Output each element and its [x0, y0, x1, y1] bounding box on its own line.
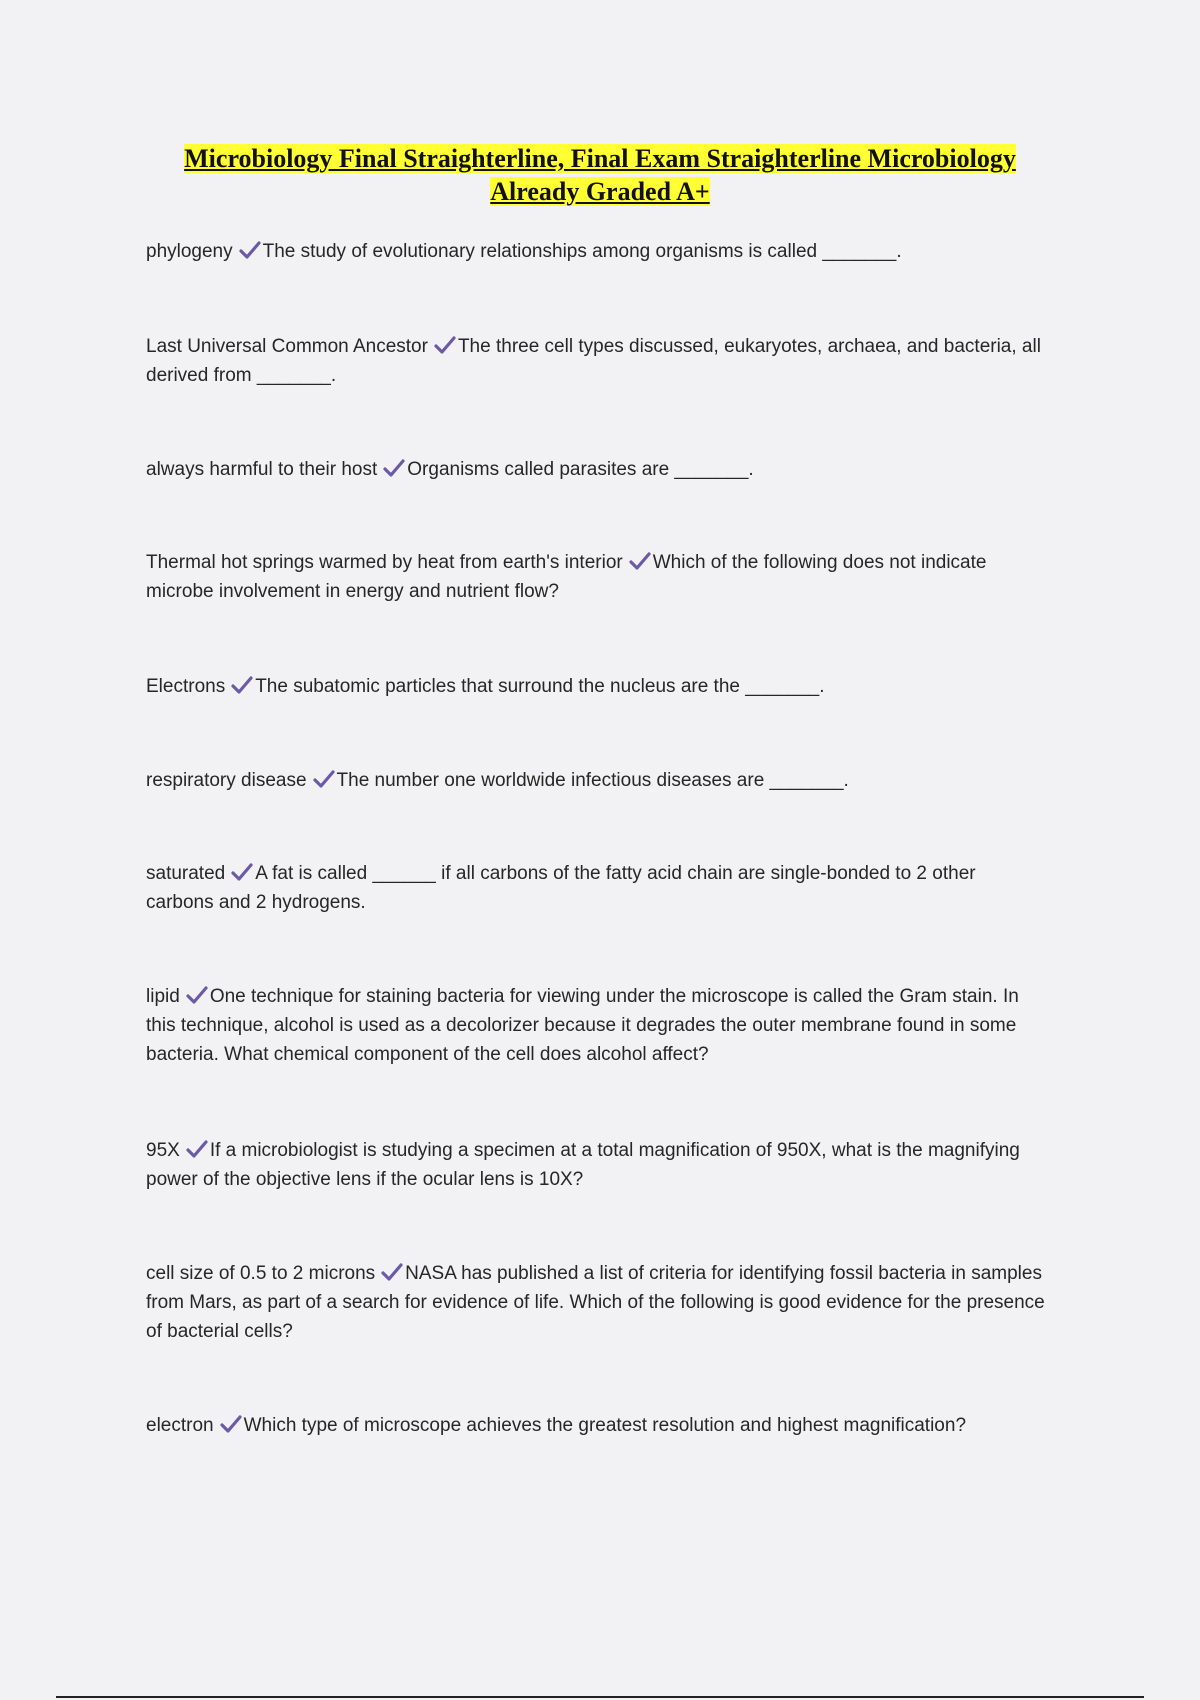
- question-text: A fat is called ______ if all carbons of the fatty acid chain are single-bonded to 2 other carbons and 2 hydrogens.: [146, 863, 976, 913]
- question-text: If a microbiologist is studying a specimen at a total magnification of 950X, what is the magnifying power of the objective lens if the ocular lens is 10X?: [146, 1140, 1020, 1190]
- qa-item-2: [146, 332, 1046, 390]
- checkmark-icon: [231, 862, 253, 882]
- question-text: The three cell types discussed, eukaryotes, archaea, and bacteria, all derived from _______.: [146, 336, 1041, 386]
- qa-item-11: [146, 1411, 1046, 1440]
- qa-item-10: [146, 1259, 1046, 1346]
- question-text: NASA has published a list of criteria for identifying fossil bacteria in samples from Mars, as part of a search for evidence of life. Which of the following is good evidence for the presence of bacterial cells?: [146, 1263, 1045, 1342]
- qa-item-5: [146, 672, 1046, 701]
- answer-text: 95X: [146, 1140, 180, 1161]
- checkmark-icon: [383, 458, 405, 478]
- checkmark-icon: [434, 335, 456, 355]
- qa-item-6: [146, 766, 1046, 795]
- bottom-divider: [56, 1696, 1144, 1698]
- answer-text: Electrons: [146, 676, 226, 697]
- qa-item-7: [146, 859, 1046, 917]
- qa-item-4: [146, 548, 1046, 606]
- question-text: Which of the following does not indicate microbe involvement in energy and nutrient flow?: [146, 552, 987, 602]
- title-line-2: Already Graded A+: [490, 177, 710, 206]
- question-text: Which type of microscope achieves the greatest resolution and highest magnification?: [243, 1415, 967, 1436]
- qa-item-8: [146, 982, 1046, 1069]
- answer-text: respiratory disease: [146, 770, 307, 791]
- checkmark-icon: [381, 1262, 403, 1282]
- answer-text: Thermal hot springs warmed by heat from earth's interior: [146, 552, 623, 573]
- checkmark-icon: [629, 551, 651, 571]
- document-title: [146, 142, 1054, 208]
- qa-item-3: [146, 455, 1046, 484]
- question-text: Organisms called parasites are _______.: [407, 459, 754, 480]
- checkmark-icon: [239, 240, 261, 260]
- question-text: The number one worldwide infectious diseases are _______.: [336, 770, 849, 791]
- question-text: The study of evolutionary relationships among organisms is called _______.: [262, 241, 902, 262]
- checkmark-icon: [186, 1139, 208, 1159]
- answer-text: saturated: [146, 863, 226, 884]
- answer-text: cell size of 0.5 to 2 microns: [146, 1263, 376, 1284]
- question-text: One technique for staining bacteria for viewing under the microscope is called the Gram stain. In this technique, alcohol is used as a decolorizer because it degrades the outer membrane found in some bacteria. What chemical component of the cell does alcohol affect?: [146, 986, 1019, 1065]
- checkmark-icon: [220, 1414, 242, 1434]
- answer-text: Last Universal Common Ancestor: [146, 336, 428, 357]
- answer-text: phylogeny: [146, 241, 233, 262]
- question-text: The subatomic particles that surround the nucleus are the _______.: [255, 676, 825, 697]
- answer-text: electron: [146, 1415, 214, 1436]
- checkmark-icon: [231, 675, 253, 695]
- qa-item-1: [146, 237, 1046, 266]
- answer-text: lipid: [146, 986, 180, 1007]
- title-line-1: Microbiology Final Straighterline, Final Exam Straighterline Microbiology: [184, 144, 1016, 173]
- checkmark-icon: [186, 985, 208, 1005]
- qa-item-9: [146, 1136, 1046, 1194]
- answer-text: always harmful to their host: [146, 459, 378, 480]
- checkmark-icon: [313, 769, 335, 789]
